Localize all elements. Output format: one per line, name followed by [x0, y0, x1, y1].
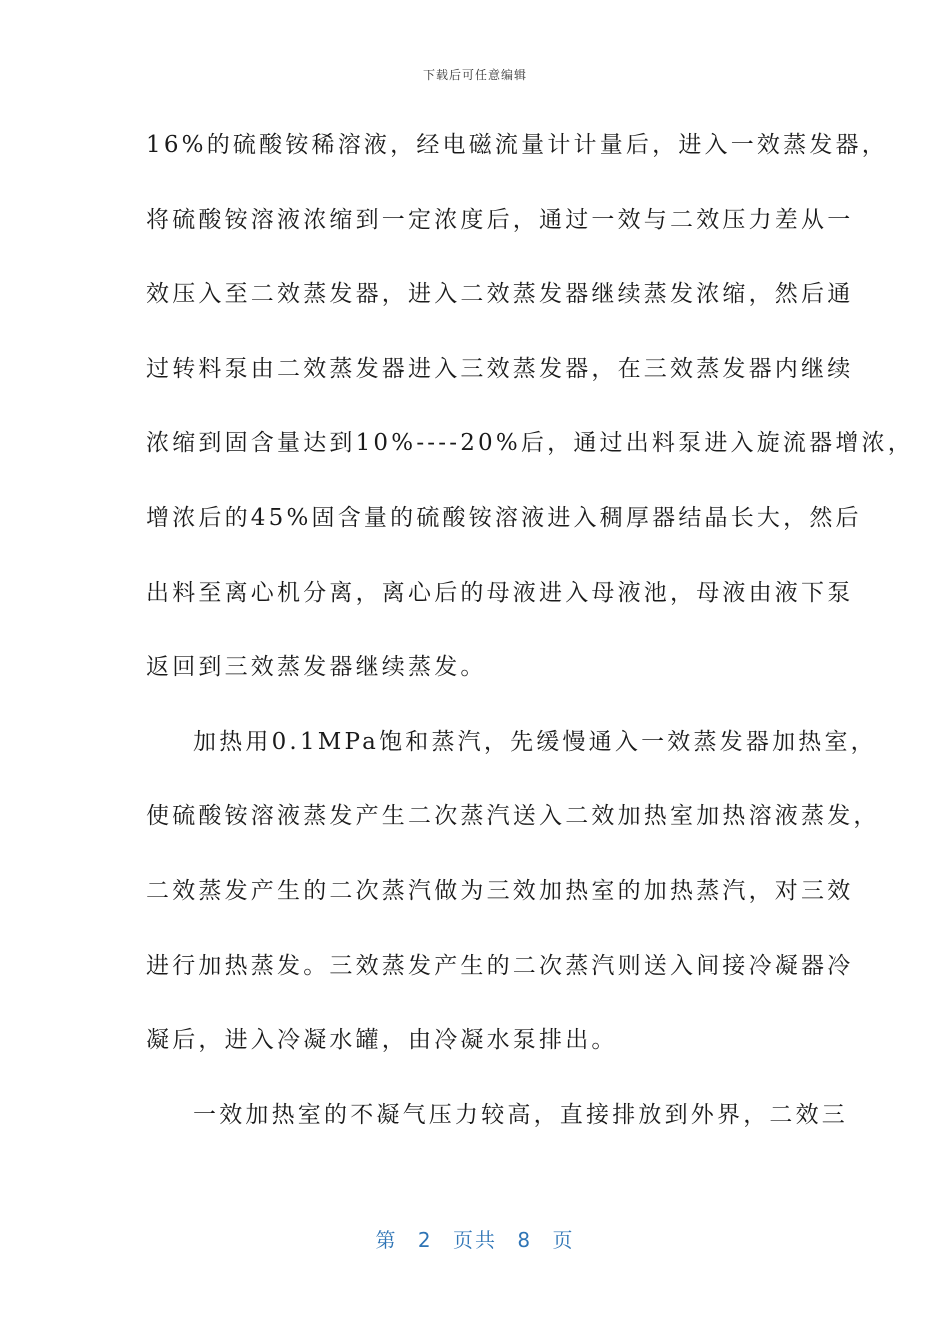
footer-total-pages: 8	[517, 1228, 533, 1252]
text-line: 过转料泵由二效蒸发器进入三效蒸发器，在三效蒸发器内继续	[146, 355, 854, 382]
text-line: 出料至离心机分离，离心后的母液进入母液池，母液由液下泵	[146, 579, 854, 606]
text-line: 效压入至二效蒸发器，进入二效蒸发器继续蒸发浓缩，然后通	[146, 281, 854, 308]
document-body	[146, 116, 914, 1160]
text-line: 进行加热蒸发。三效蒸发产生的二次蒸汽则送入间接冷凝器冷	[146, 952, 854, 979]
text-line: 返回到三效蒸发器继续蒸发。	[146, 654, 487, 681]
text-line: 一效加热室的不凝气压力较高，直接排放到外界，二效三	[193, 1101, 848, 1128]
text-line: 浓缩到固含量达到10%----20%后，通过出料泵进入旋流器增浓，	[146, 430, 914, 457]
footer-middle: 页共	[453, 1228, 497, 1252]
text-line: 使硫酸铵溶液蒸发产生二次蒸汽送入二效加热室加热溶液蒸发，	[146, 803, 880, 830]
page-header: 下载后可任意编辑	[422, 68, 527, 82]
footer-page-number: 2	[417, 1228, 433, 1252]
text-line: 将硫酸铵溶液浓缩到一定浓度后，通过一效与二效压力差从一	[146, 206, 854, 233]
text-line: 加热用0.1MPa饱和蒸汽，先缓慢通入一效蒸发器加热室，	[193, 728, 877, 755]
text-line: 增浓后的45%固含量的硫酸铵溶液进入稠厚器结晶长大，然后	[146, 504, 862, 531]
footer-suffix: 页	[552, 1228, 575, 1252]
footer-prefix: 第	[375, 1228, 398, 1252]
text-line: 二效蒸发产生的二次蒸汽做为三效加热室的加热蒸汽，对三效	[146, 877, 854, 904]
text-line: 凝后，进入冷凝水罐，由冷凝水泵排出。	[146, 1027, 618, 1054]
text-line: 16%的硫酸铵稀溶液，经电磁流量计计量后，进入一效蒸发器，	[146, 132, 888, 158]
page-footer	[0, 1224, 950, 1253]
